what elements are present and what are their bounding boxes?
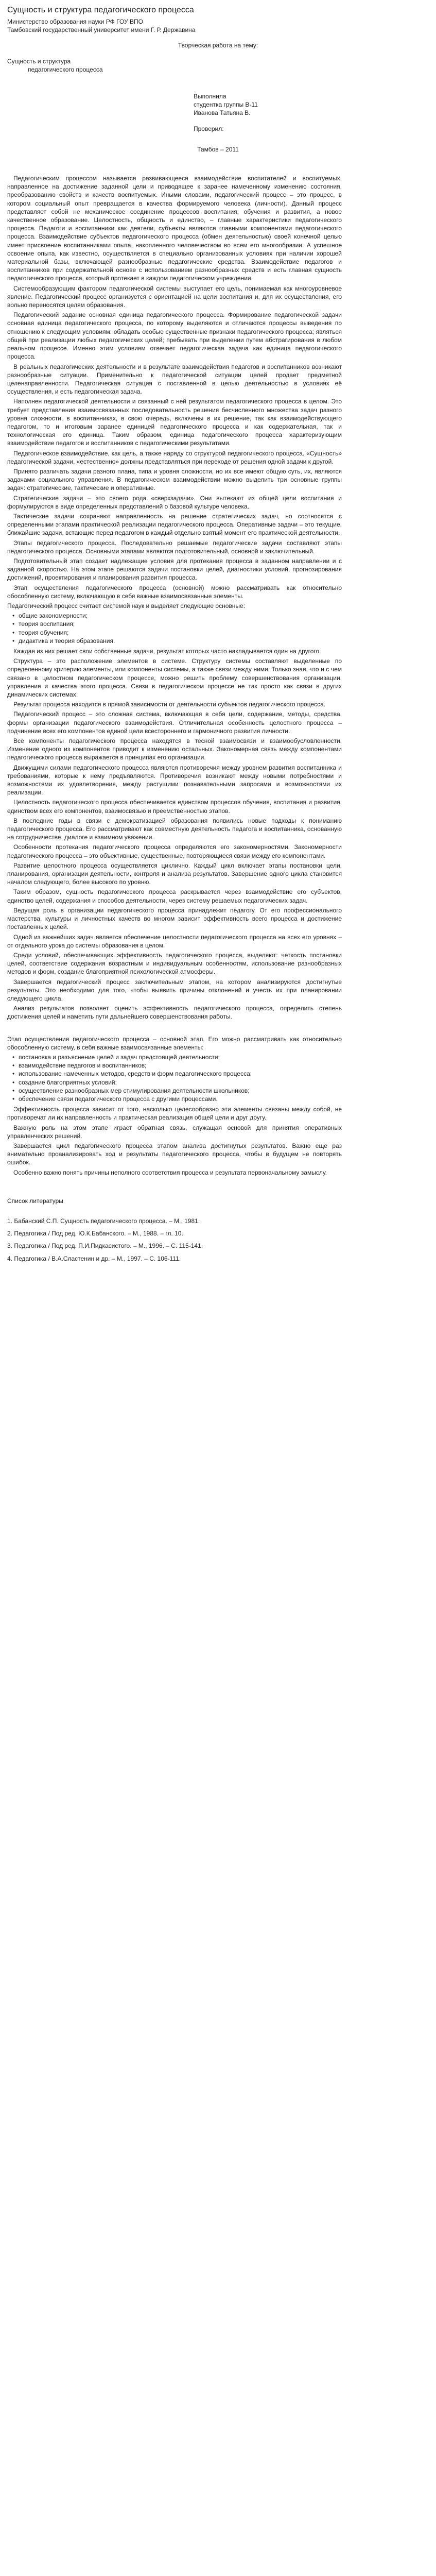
paragraph: Завершается педагогический процесс заключительным этапом, на котором анализируются достигнутые результаты. Это необходимо для того, чтобы выявить причины отклонений и учесть их при планировании следующего цикла. bbox=[7, 978, 342, 1002]
paragraph: Стратегические задачи – это своего рода «сверхзадачи». Они вытекают из общей цели воспитания и формулируются в виде определенных представлений о базовой культуре человека. bbox=[7, 494, 342, 510]
reference-item: 2. Педагогика / Под ред. Ю.К.Бабанского. – М., 1988. – гл. 10. bbox=[7, 1230, 183, 1238]
references-list bbox=[7, 1217, 342, 1263]
paragraph: Особенно важно понять причины неполного соответствия процесса и результата первоначальному замыслу. bbox=[13, 1168, 327, 1176]
list-item: • взаимодействие педагогов и воспитанников; bbox=[19, 1061, 342, 1070]
list1-intro: Педагогический процесс считает системой наук и выделяет следующие основные: bbox=[7, 602, 246, 609]
paragraph: Принято различать задачи разного плана, типа и уровня сложности, но их все имеют общую суть, их, являются задачами социального управления. В педагогическом взаимодействии можно выделить три основные группы задач: стратегические, тактические и оперативные. bbox=[7, 467, 342, 492]
paragraph: Развитие целостного процесса осуществляется циклично. Каждый цикл включает этапы постановки цели, планирования, организации деятельности, контроля и анализа результатов. Завершение одного цикла становится началом следующего, более высокого по уровню. bbox=[7, 861, 342, 886]
paragraph: Системообразующим фактором педагогической системы выступает его цель, понимаемая как многоуровневое явление. Педагогический процесс организуется с ориентацией на цели воспитания и, для их осуществления, его вольно переносятся целям образования. bbox=[7, 284, 342, 309]
intro-paragraphs bbox=[7, 174, 342, 600]
paragraph: В последние годы в связи с демократизацией образования появились новые подходы к пониманию педагогического процесса. Его рассматривают как совместную деятельность педагога и воспитанника, основанную на сотрудничестве, диалоге и взаимном уважении. bbox=[7, 817, 342, 841]
paragraph: Таким образом, сущность педагогического процесса раскрывается через взаимодействие его субъектов, единство целей, содержания и способов деятельности, через систему решаемых педагогических задач. bbox=[7, 888, 342, 904]
paragraph: Структура – это расположение элементов в системе. Структуру системы составляют выделенные по определенному критерию элементы, или компоненты системы, а также связи между ними. Только зная, что и с чем связано в целостном педагогическом процессе, можно решить проблему совершенствования организации, управления и качества этого процесса. Связи в педагогическом процессе не так просто как связи в других динамических системах. bbox=[7, 657, 342, 699]
paragraph: Педагогический задание основная единица педагогического процесса. Формирование педагогической задачи основная единица педагогического процесса, по которому выделяются и отличаются процессы выведения по отношению к следующим условиям: обладать особые существенные признаки педагогического процесса; являться общей при реализации любых педагогических целей; пребывать при выделении путем абстрагирования в любом реальном процессе. Именно этим условиям отвечает педагогическая задача как единица педагогического процесса. bbox=[7, 311, 342, 361]
list-item: • теория воспитания; bbox=[19, 620, 342, 628]
reference-item: 1. Бабанский С.П. Сущность педагогического процесса. – М., 1981. bbox=[7, 1217, 200, 1225]
ministry-line: Министерство образования науки РФ ГОУ ВПО bbox=[7, 18, 143, 25]
author-name: Иванова Татьяна В. bbox=[194, 109, 251, 117]
author-done: Выполнила bbox=[194, 93, 226, 100]
paragraph: Целостность педагогического процесса обеспечивается единством процессов обучения, воспитания и развития, единством всех его компонентов, взаимосвязью и преемственностью этапов. bbox=[7, 799, 342, 815]
paragraph: Одной из важнейших задач является обеспечение целостности педагогического процесса на всех его уровнях – от отдельного урока до системы образования в целом. bbox=[7, 933, 342, 949]
list-item: • теория обучения; bbox=[19, 629, 342, 637]
list2-intro: Этап осуществления педагогического процесса – основной этап. Его можно рассматривать как относительно обособленную систему, в себя важные взаимосвязанные элементы: bbox=[7, 1035, 342, 1051]
list-item: • дидактика и теория образования. bbox=[19, 637, 342, 645]
paragraph: Подготовительный этап создает надлежащие условия для протекания процесса в заданном направлении и с заданной скоростью. На этом этапе решаются задачи постановки целей, диагностики условий, прогнозирования достижений, проектирования и планирования развития процесса. bbox=[7, 557, 342, 582]
paragraph: В реальных педагогических деятельности и в результате взаимодействия педагогов и воспитанников возникают разнообразные ситуации. Применительно к педагогической ситуации целей продает предметной целенаправленности. Педагогическая ситуация с поставленной в целью деятельностью в условиях её осуществления, и есть педагогическая задача. bbox=[7, 363, 342, 396]
paragraph: Педагогическим процессом называется развивающееся взаимодействие воспитателей и воспитуемых, направленное на достижение заданной цели и приводящее к заранее намеченному изменению состояния, преобразованию свойств и качеств воспитуемых. Иными словами, педагогический процесс – это процесс, в котором социальный опыт превращается в качества формируемого человека (личности). Данный процесс представляет собой не механическое соединение процессов воспитания, обучения и развития, а новое качественное образование. Целостность, общность и единство, – главные характеристики педагогического процесса. Педагоги и воспитанники как деятели, субъекты являются главными компонентами педагогического процесса. Взаимодействие субъектов педагогического процесса (обмен деятельностью) своей конечной целью имеет присвоение воспитанниками опыта, накопленного человечеством во всем его многообразии. А успешное освоение опыта, как известно, осуществляется в специально организованных условиях при наличии хорошей материальной базы, включающей разнообразные педагогические средства. Взаимодействие педагогов и воспитанников при содержательной основе с использованием разнообразных средств и есть главная сущность педагогического процесса, который протекает в каждом педагогическом учреждении. bbox=[7, 175, 342, 282]
paragraph: Педагогическое взаимодействие, как цель, а также наряду со структурой педагогического процесса. «Сущность» педагогической задачи, «естественно» должны представляться при переходе от решения одной задачи к другой. bbox=[7, 449, 342, 465]
topics-list bbox=[7, 612, 342, 645]
main-text bbox=[7, 174, 342, 1263]
paragraph: Движущими силами педагогического процесса являются противоречия между уровнем развития воспитанника и требованиями, которые к нему предъявляются. Противоречия возникают между новыми потребностями и возможностями их удовлетворения, между растущими познавательными запросами и возможностями их реализации. bbox=[7, 764, 342, 796]
list-item: • обеспечение связи педагогического процесса с другими процессами. bbox=[19, 1095, 342, 1103]
references-title: Список литературы bbox=[7, 1197, 63, 1205]
list-item: • постановка и разъяснение целей и задач предстоящей деятельности; bbox=[19, 1053, 342, 1061]
paragraph: Результат процесса находится в прямой зависимости от деятельности субъектов педагогического процесса. bbox=[13, 701, 326, 708]
paragraph: Анализ результатов позволяет оценить эффективность педагогического процесса, определить степень достижения целей и наметить пути дальнейшего совершенствования работы. bbox=[7, 1005, 342, 1021]
list-item: • общие закономерности; bbox=[19, 612, 342, 620]
paragraph: Эффективность процесса зависит от того, насколько целесообразно эти элементы связаны между собой, не противоречат ли их направленность и практическая реализация общей цели и друг другу. bbox=[7, 1106, 342, 1122]
author-student: студентка группы В-11 bbox=[194, 101, 258, 109]
list-item: • создание благоприятных условий; bbox=[19, 1078, 342, 1087]
author-block bbox=[194, 92, 429, 133]
reference-item: 3. Педагогика / Под ред. П.И.Пидкасистого. – М., 1996. – С. 115-141. bbox=[7, 1242, 203, 1250]
list-item: • использование намеченных методов, средств и форм педагогического процесса; bbox=[19, 1070, 342, 1078]
paragraph: Среди условий, обеспечивающих эффективность педагогического процесса, выделяют: четкость постановки целей, соответствие содержания возрастным и индивидуальным особенностям, использование разнообразных методов и форм, создание благоприятной психологической атмосферы. bbox=[7, 951, 342, 976]
paragraph: Все компоненты педагогического процесса находятся в тесной взаимосвязи и взаимообусловленности. Изменение одного из компонентов приводит к изменению остальных. Закономерная связь между компонентами педагогического процесса выражается в принципах его организации. bbox=[7, 737, 342, 761]
paragraph: Наполнен педагогической деятельности и связанный с ней результатом педагогического процесса в целом. Это требует представления взаимосвязанных последовательность решения бесчисленного множества задач разного уровня сложности, в воспитанниках, в свою очередь, включены в их решение, так как взаимодействующего педагогом, то и итоговым заранее единицей педагогического процесса и как содержательная, так и технологическая его единица. Таким образом, единица педагогического процесса характеризующим взаимодействие педагогов и воспитанников с педагогическими результатами. bbox=[7, 398, 342, 447]
topic-line-1: Сущность и структура bbox=[7, 57, 71, 65]
author-checked: Проверил: bbox=[194, 125, 224, 132]
list-item: • осуществление разнообразных мер стимулирования деятельности школьников; bbox=[19, 1087, 342, 1095]
paragraph: Завершается цикл педагогического процесса этапом анализа достигнутых результатов. Важно еще раз внимательно проанализировать ход и результаты педагогического процесса, чтобы в будущем не повторять ошибок. bbox=[7, 1142, 342, 1166]
paragraph: Тактические задачи сохраняют направленность на решение стратегических задач, но соотносятся с определенными этапами практической реализации педагогического процесса. Оперативные задачи – это текущие, ближайшие задачи, встающие перед педагогом в каждый отдельно взятый момент его практической деятельности. bbox=[7, 512, 342, 537]
paragraph: Каждая из них решает свои собственные задачи, результат которых часто накладывается один на другого. bbox=[13, 648, 321, 655]
elements-list bbox=[7, 1053, 342, 1103]
paragraph: Важную роль на этом этапе играет обратная связь, служащая основой для принятия оперативных управленческих решений. bbox=[7, 1124, 342, 1140]
reference-item: 4. Педагогика / В.А.Сластенин и др. – М., 1997. – С. 106-111. bbox=[7, 1255, 181, 1262]
city-year: Тамбов – 2011 bbox=[197, 145, 239, 153]
topic-line-2: педагогического процесса bbox=[28, 65, 103, 73]
paragraph: Этапы педагогического процесса. Последовательно решаемые педагогические задачи составляют этапы педагогического процесса. Основными этапами являются подготовительный, основной и заключительный. bbox=[7, 539, 342, 555]
middle-paragraphs bbox=[7, 647, 342, 1021]
end-paragraphs bbox=[7, 1105, 342, 1177]
work-topic-line: Творческая работа на тему: bbox=[178, 42, 258, 49]
paragraph: Особенности протекания педагогического процесса определяются его закономерностями. Закономерности педагогического процесса – это объективные, существенные, повторяющиеся связи между его компонентами. bbox=[7, 843, 342, 859]
page-title: Сущность и структура педагогического процесса bbox=[7, 6, 194, 14]
paragraph: Этап осуществления педагогического процесса (основной) можно рассматривать как относительно обособленную систему, включающую в себя важные взаимосвязанные элементы. bbox=[7, 584, 342, 600]
paragraph: Ведущая роль в организации педагогического процесса принадлежит педагогу. От его профессионального мастерства, культуры и личностных качеств во многом зависит эффективность всего процесса и достижение поставленных целей. bbox=[7, 906, 342, 931]
university-line: Тамбовский государственный университет имени Г. Р. Державина bbox=[7, 26, 196, 34]
paragraph: Педагогический процесс – это сложная система, включающая в себя цели, содержание, методы, средства, формы организации педагогического взаимодействия. Отличительная особенность целостного процесса – подчинение всех его компонентов единой цели всестороннего и гармоничного развития личности. bbox=[7, 710, 342, 735]
